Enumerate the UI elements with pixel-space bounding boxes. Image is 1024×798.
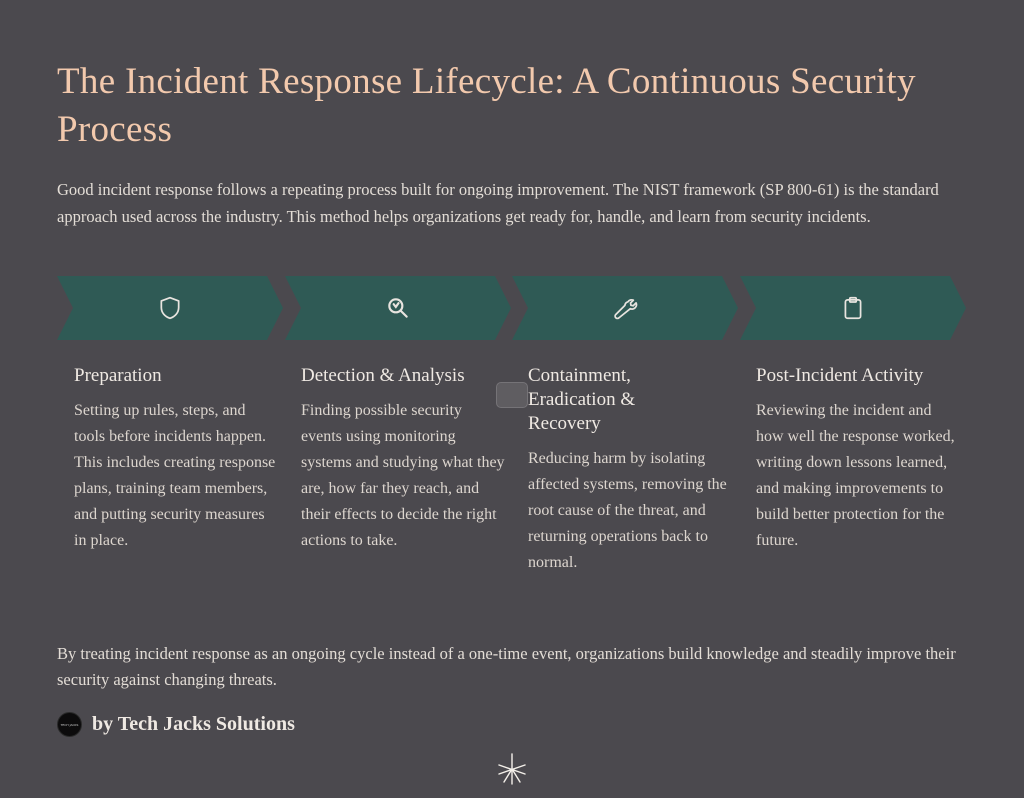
image-overlay-button[interactable] <box>496 382 528 408</box>
step-description: Reducing harm by isolating affected systems, removing the root cause of the threat, and returning operations back to normal. <box>528 450 727 571</box>
step-preparation <box>74 364 279 554</box>
outro-paragraph: By treating incident response as an ongoing cycle instead of a one-time event, organizations build knowledge and steadily improve their security against changing threats. <box>57 644 956 689</box>
step-title: Detection & Analysis <box>301 365 465 386</box>
company-logo[interactable] <box>57 712 82 737</box>
byline <box>57 712 295 737</box>
intro-paragraph: Good incident response follows a repeating process built for ongoing improvement. The NIST framework (SP 800-61) is the standard approach used across the industry. This method helps organizations get ready for, handle, and learn from security incidents. <box>57 180 939 226</box>
magnifier-icon <box>383 293 413 323</box>
step-title: Preparation <box>74 365 162 386</box>
step-description: Reviewing the incident and how well the response worked, writing down lessons learned, and making improvements to build better protection for the future. <box>756 402 955 549</box>
shield-icon <box>155 293 185 323</box>
logo-text: TECH JACKS <box>60 722 79 727</box>
step-description: Finding possible security events using monitoring systems and studying what they are, how far they reach, and their effects to decide the right actions to take. <box>301 402 505 549</box>
clipboard-icon <box>838 293 868 323</box>
arrow-detection <box>285 276 511 340</box>
sparkle-icon <box>495 752 529 786</box>
arrow-containment <box>512 276 738 340</box>
step-post-incident <box>756 364 956 554</box>
step-detection <box>301 364 506 554</box>
step-title: Containment, Eradication & Recovery <box>528 365 636 434</box>
byline-text[interactable]: by Tech Jacks Solutions <box>92 713 295 735</box>
arrow-post-incident <box>740 276 966 340</box>
step-containment <box>528 364 728 576</box>
page-title: The Incident Response Lifecycle: A Continuous Security Process <box>57 61 916 150</box>
step-title: Post-Incident Activity <box>756 365 924 386</box>
wrench-icon <box>610 293 640 323</box>
step-description: Setting up rules, steps, and tools before incidents happen. This includes creating response plans, training team members, and putting security measures in place. <box>74 402 276 549</box>
arrow-preparation <box>57 276 283 340</box>
